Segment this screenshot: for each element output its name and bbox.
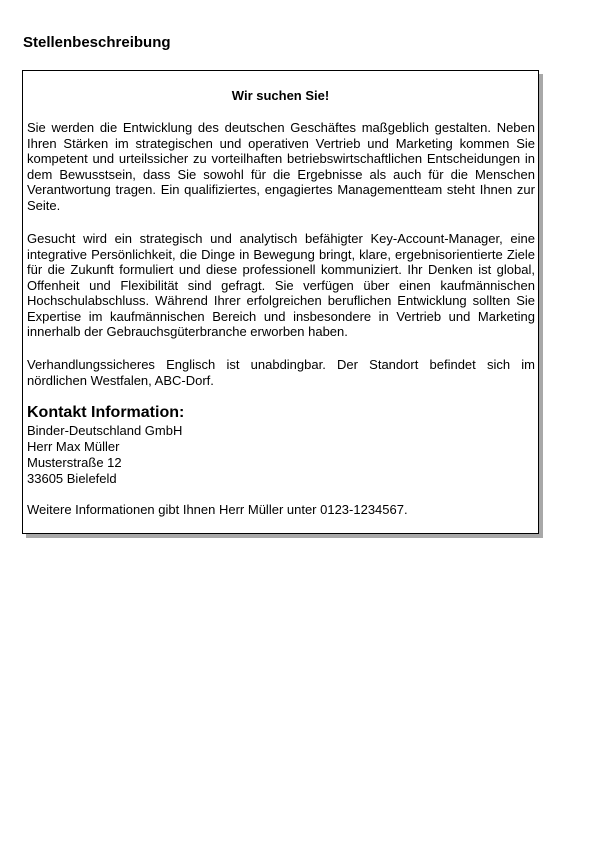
contact-city: 33605 Bielefeld [27, 471, 117, 486]
contact-person: Herr Max Müller [27, 439, 120, 454]
job-ad-paragraph-location: Verhandlungssicheres Englisch ist unabdingbar. Der Standort befindet sich im nördlichen Westfalen, ABC-Dorf. [27, 357, 535, 388]
job-ad-paragraph-intro: Sie werden die Entwicklung des deutschen Geschäftes maßgeblich gestalten. Neben Ihren Stärken im strategischen und operativen Vertrieb und Marketing kommen Sie kompetent und urteilssicher zu vorteilhaften betriebswirtschaftlichen Entscheidungen in dem Bewusstsein, dass Sie sowohl für die Ergebnisse als auch für die Menschen Verantwortung tragen. Ein qualifiziertes, engagiertes Managementteam steht Ihnen zur Seite. [27, 120, 535, 213]
contact-phone-note: Weitere Informationen gibt Ihnen Herr Müller unter 0123-1234567. [27, 502, 408, 517]
contact-address [27, 423, 182, 487]
contact-heading: Kontakt Information: [27, 404, 185, 421]
job-ad-title: Wir suchen Sie! [231, 88, 330, 103]
job-ad-paragraph-profile: Gesucht wird ein strategisch und analytisch befähigter Key-Account-Manager, eine integrative Persönlichkeit, die Dinge in Bewegung bringt, klare, ergebnisorientierte Ziele für die Zukunft formuliert und diese professionell kommuniziert. Ihr Denken ist global, Offenheit und Flexibilität sind gefragt. Sie verfügen über einen kaufmännischen Hochschulabschluss. Während Ihrer erfolgreichen beruflichen Entwicklung sollten Sie Expertise im kaufmännischen Bereich und insbesondere in Vertrieb und Marketing innerhalb der Gebrauchsgüterbranche erworben haben. [27, 231, 535, 339]
page-title: Stellenbeschreibung [23, 34, 171, 51]
job-ad-box [22, 70, 539, 534]
contact-street: Musterstraße 12 [27, 455, 122, 470]
contact-company: Binder-Deutschland GmbH [27, 423, 183, 438]
